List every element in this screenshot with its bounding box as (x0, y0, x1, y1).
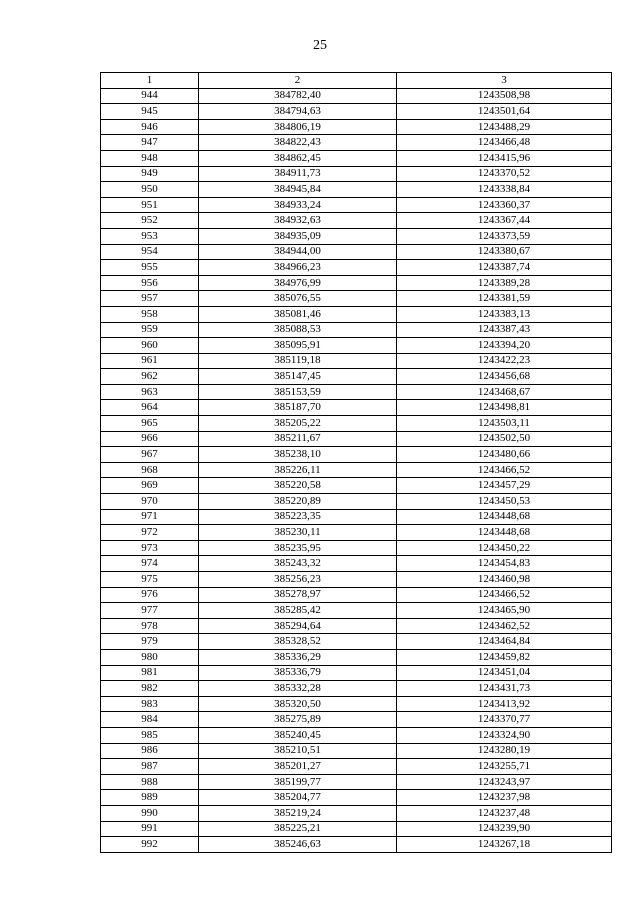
point-number-cell: 980 (101, 649, 199, 665)
x-coordinate-cell: 384806,19 (199, 119, 397, 135)
y-coordinate-cell: 1243413,92 (397, 696, 612, 712)
point-number-cell: 971 (101, 509, 199, 525)
point-number-cell: 953 (101, 228, 199, 244)
y-coordinate-cell: 1243459,82 (397, 649, 612, 665)
x-coordinate-cell: 385230,11 (199, 525, 397, 541)
table-row (101, 478, 612, 494)
table-row (101, 572, 612, 588)
table-row (101, 525, 612, 541)
table-row (101, 743, 612, 759)
x-coordinate-cell: 385219,24 (199, 805, 397, 821)
point-number-cell: 944 (101, 88, 199, 104)
y-coordinate-cell: 1243360,37 (397, 197, 612, 213)
point-number-cell: 956 (101, 275, 199, 291)
y-coordinate-cell: 1243280,19 (397, 743, 612, 759)
point-number-cell: 975 (101, 572, 199, 588)
x-coordinate-cell: 385204,77 (199, 790, 397, 806)
point-number-cell: 946 (101, 119, 199, 135)
x-coordinate-cell: 384933,24 (199, 197, 397, 213)
point-number-cell: 955 (101, 260, 199, 276)
table-row (101, 665, 612, 681)
x-coordinate-cell: 385153,59 (199, 384, 397, 400)
point-number-cell: 978 (101, 618, 199, 634)
table-row (101, 369, 612, 385)
point-number-cell: 973 (101, 540, 199, 556)
y-coordinate-cell: 1243387,74 (397, 260, 612, 276)
x-coordinate-cell: 385223,35 (199, 509, 397, 525)
y-coordinate-cell: 1243422,23 (397, 353, 612, 369)
table-row (101, 275, 612, 291)
point-number-cell: 985 (101, 727, 199, 743)
table-row (101, 805, 612, 821)
y-coordinate-cell: 1243450,53 (397, 494, 612, 510)
table-row (101, 197, 612, 213)
table-row (101, 213, 612, 229)
x-coordinate-cell: 385220,58 (199, 478, 397, 494)
table-row (101, 353, 612, 369)
y-coordinate-cell: 1243255,71 (397, 759, 612, 775)
point-number-cell: 969 (101, 478, 199, 494)
table-row (101, 712, 612, 728)
x-coordinate-cell: 384932,63 (199, 213, 397, 229)
point-number-cell: 983 (101, 696, 199, 712)
point-number-cell: 986 (101, 743, 199, 759)
x-coordinate-cell: 385211,67 (199, 431, 397, 447)
table-row (101, 431, 612, 447)
y-coordinate-cell: 1243448,68 (397, 525, 612, 541)
y-coordinate-cell: 1243457,29 (397, 478, 612, 494)
x-coordinate-cell: 385285,42 (199, 603, 397, 619)
x-coordinate-cell: 385336,29 (199, 649, 397, 665)
point-number-cell: 963 (101, 384, 199, 400)
x-coordinate-cell: 385246,63 (199, 837, 397, 853)
x-coordinate-cell: 385119,18 (199, 353, 397, 369)
y-coordinate-cell: 1243460,98 (397, 572, 612, 588)
page-number: 25 (313, 38, 327, 53)
y-coordinate-cell: 1243498,81 (397, 400, 612, 416)
x-coordinate-cell: 385225,21 (199, 821, 397, 837)
y-coordinate-cell: 1243373,59 (397, 228, 612, 244)
x-coordinate-cell: 385320,50 (199, 696, 397, 712)
column-header: 2 (199, 73, 397, 89)
point-number-cell: 949 (101, 166, 199, 182)
table-row (101, 587, 612, 603)
point-number-cell: 970 (101, 494, 199, 510)
y-coordinate-cell: 1243462,52 (397, 618, 612, 634)
y-coordinate-cell: 1243468,67 (397, 384, 612, 400)
table-row (101, 88, 612, 104)
point-number-cell: 964 (101, 400, 199, 416)
point-number-cell: 991 (101, 821, 199, 837)
x-coordinate-cell: 385076,55 (199, 291, 397, 307)
point-number-cell: 966 (101, 431, 199, 447)
x-coordinate-cell: 385199,77 (199, 774, 397, 790)
point-number-cell: 988 (101, 774, 199, 790)
y-coordinate-cell: 1243464,84 (397, 634, 612, 650)
table-row (101, 228, 612, 244)
table-row (101, 338, 612, 354)
x-coordinate-cell: 384911,73 (199, 166, 397, 182)
point-number-cell: 972 (101, 525, 199, 541)
y-coordinate-cell: 1243503,11 (397, 416, 612, 432)
y-coordinate-cell: 1243237,48 (397, 805, 612, 821)
x-coordinate-cell: 384822,43 (199, 135, 397, 151)
point-number-cell: 977 (101, 603, 199, 619)
table-row (101, 166, 612, 182)
y-coordinate-cell: 1243324,90 (397, 727, 612, 743)
coordinates-table (100, 72, 612, 853)
x-coordinate-cell: 384935,09 (199, 228, 397, 244)
table-row (101, 119, 612, 135)
point-number-cell: 952 (101, 213, 199, 229)
x-coordinate-cell: 385278,97 (199, 587, 397, 603)
y-coordinate-cell: 1243338,84 (397, 182, 612, 198)
x-coordinate-cell: 385238,10 (199, 447, 397, 463)
table-row (101, 634, 612, 650)
point-number-cell: 958 (101, 306, 199, 322)
y-coordinate-cell: 1243394,20 (397, 338, 612, 354)
table-row (101, 681, 612, 697)
y-coordinate-cell: 1243431,73 (397, 681, 612, 697)
point-number-cell: 965 (101, 416, 199, 432)
table-row (101, 462, 612, 478)
x-coordinate-cell: 385332,28 (199, 681, 397, 697)
x-coordinate-cell: 385240,45 (199, 727, 397, 743)
table-header-row (101, 73, 612, 89)
table-row (101, 618, 612, 634)
point-number-cell: 982 (101, 681, 199, 697)
point-number-cell: 976 (101, 587, 199, 603)
x-coordinate-cell: 385243,32 (199, 556, 397, 572)
y-coordinate-cell: 1243367,44 (397, 213, 612, 229)
point-number-cell: 992 (101, 837, 199, 853)
y-coordinate-cell: 1243387,43 (397, 322, 612, 338)
x-coordinate-cell: 385294,64 (199, 618, 397, 634)
table-row (101, 322, 612, 338)
y-coordinate-cell: 1243454,83 (397, 556, 612, 572)
x-coordinate-cell: 385328,52 (199, 634, 397, 650)
table-row (101, 416, 612, 432)
table-row (101, 759, 612, 775)
x-coordinate-cell: 384794,63 (199, 104, 397, 120)
table-row (101, 774, 612, 790)
table-row (101, 104, 612, 120)
y-coordinate-cell: 1243450,22 (397, 540, 612, 556)
y-coordinate-cell: 1243456,68 (397, 369, 612, 385)
x-coordinate-cell: 385201,27 (199, 759, 397, 775)
table-row (101, 509, 612, 525)
x-coordinate-cell: 385187,70 (199, 400, 397, 416)
x-coordinate-cell: 385226,11 (199, 462, 397, 478)
table-row (101, 556, 612, 572)
table-row (101, 384, 612, 400)
table-row (101, 244, 612, 260)
y-coordinate-cell: 1243480,66 (397, 447, 612, 463)
y-coordinate-cell: 1243243,97 (397, 774, 612, 790)
y-coordinate-cell: 1243389,28 (397, 275, 612, 291)
table-row (101, 306, 612, 322)
x-coordinate-cell: 384945,84 (199, 182, 397, 198)
x-coordinate-cell: 385336,79 (199, 665, 397, 681)
table-row (101, 291, 612, 307)
y-coordinate-cell: 1243383,13 (397, 306, 612, 322)
y-coordinate-cell: 1243502,50 (397, 431, 612, 447)
point-number-cell: 961 (101, 353, 199, 369)
table-body (101, 88, 612, 852)
table-row (101, 447, 612, 463)
x-coordinate-cell: 385088,53 (199, 322, 397, 338)
table-row (101, 150, 612, 166)
x-coordinate-cell: 384944,00 (199, 244, 397, 260)
x-coordinate-cell: 385256,23 (199, 572, 397, 588)
point-number-cell: 989 (101, 790, 199, 806)
x-coordinate-cell: 385095,91 (199, 338, 397, 354)
table-row (101, 837, 612, 853)
table-row (101, 540, 612, 556)
table-row (101, 603, 612, 619)
column-header: 1 (101, 73, 199, 89)
y-coordinate-cell: 1243466,52 (397, 587, 612, 603)
table-row (101, 260, 612, 276)
point-number-cell: 984 (101, 712, 199, 728)
point-number-cell: 957 (101, 291, 199, 307)
y-coordinate-cell: 1243501,64 (397, 104, 612, 120)
point-number-cell: 968 (101, 462, 199, 478)
point-number-cell: 967 (101, 447, 199, 463)
y-coordinate-cell: 1243465,90 (397, 603, 612, 619)
x-coordinate-cell: 385147,45 (199, 369, 397, 385)
table-row (101, 696, 612, 712)
point-number-cell: 951 (101, 197, 199, 213)
y-coordinate-cell: 1243448,68 (397, 509, 612, 525)
column-header: 3 (397, 73, 612, 89)
x-coordinate-cell: 385235,95 (199, 540, 397, 556)
point-number-cell: 948 (101, 150, 199, 166)
point-number-cell: 962 (101, 369, 199, 385)
y-coordinate-cell: 1243380,67 (397, 244, 612, 260)
point-number-cell: 947 (101, 135, 199, 151)
x-coordinate-cell: 385205,22 (199, 416, 397, 432)
y-coordinate-cell: 1243466,48 (397, 135, 612, 151)
y-coordinate-cell: 1243237,98 (397, 790, 612, 806)
y-coordinate-cell: 1243415,96 (397, 150, 612, 166)
point-number-cell: 987 (101, 759, 199, 775)
y-coordinate-cell: 1243508,98 (397, 88, 612, 104)
x-coordinate-cell: 385275,89 (199, 712, 397, 728)
point-number-cell: 954 (101, 244, 199, 260)
table-row (101, 790, 612, 806)
table-row (101, 135, 612, 151)
table-row (101, 649, 612, 665)
table-row (101, 494, 612, 510)
point-number-cell: 950 (101, 182, 199, 198)
x-coordinate-cell: 385210,51 (199, 743, 397, 759)
point-number-cell: 959 (101, 322, 199, 338)
x-coordinate-cell: 385220,89 (199, 494, 397, 510)
point-number-cell: 981 (101, 665, 199, 681)
y-coordinate-cell: 1243488,29 (397, 119, 612, 135)
y-coordinate-cell: 1243451,04 (397, 665, 612, 681)
table-row (101, 182, 612, 198)
table-row (101, 821, 612, 837)
y-coordinate-cell: 1243381,59 (397, 291, 612, 307)
point-number-cell: 990 (101, 805, 199, 821)
x-coordinate-cell: 384862,45 (199, 150, 397, 166)
point-number-cell: 979 (101, 634, 199, 650)
table-row (101, 400, 612, 416)
point-number-cell: 945 (101, 104, 199, 120)
x-coordinate-cell: 384782,40 (199, 88, 397, 104)
x-coordinate-cell: 385081,46 (199, 306, 397, 322)
x-coordinate-cell: 384976,99 (199, 275, 397, 291)
point-number-cell: 974 (101, 556, 199, 572)
table-row (101, 727, 612, 743)
point-number-cell: 960 (101, 338, 199, 354)
y-coordinate-cell: 1243370,77 (397, 712, 612, 728)
x-coordinate-cell: 384966,23 (199, 260, 397, 276)
y-coordinate-cell: 1243239,90 (397, 821, 612, 837)
y-coordinate-cell: 1243267,18 (397, 837, 612, 853)
y-coordinate-cell: 1243370,52 (397, 166, 612, 182)
y-coordinate-cell: 1243466,52 (397, 462, 612, 478)
